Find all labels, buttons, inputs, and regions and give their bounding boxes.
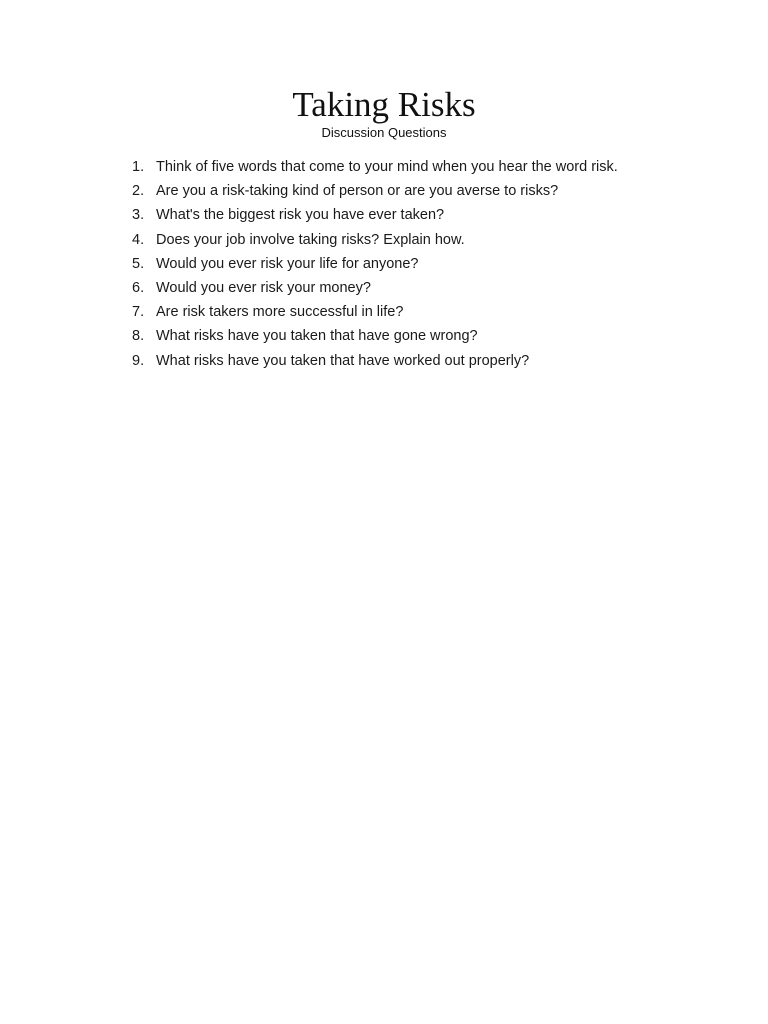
question-text: Are you a risk-taking kind of person or are you averse to risks? xyxy=(156,183,559,200)
question-item xyxy=(128,179,728,203)
question-number: 8. xyxy=(132,328,145,345)
question-number: 7. xyxy=(132,304,145,321)
question-text: What's the biggest risk you have ever taken? xyxy=(156,207,445,224)
question-item xyxy=(128,300,728,324)
question-item xyxy=(128,228,728,252)
question-item xyxy=(128,324,728,348)
question-item xyxy=(128,203,728,227)
question-text: Think of five words that come to your mind when you hear the word risk. xyxy=(156,159,618,175)
question-item xyxy=(128,252,728,276)
question-text: Would you ever risk your money? xyxy=(156,279,371,296)
question-text: What risks have you taken that have worked out properly? xyxy=(156,352,530,369)
question-number: 9. xyxy=(132,352,145,369)
question-text: What risks have you taken that have gone wrong? xyxy=(156,328,478,345)
question-item xyxy=(128,155,728,179)
page-title: Taking Risks xyxy=(292,85,476,124)
question-item xyxy=(128,349,728,373)
question-number: 6. xyxy=(132,279,145,296)
question-text: Are risk takers more successful in life? xyxy=(156,304,404,321)
question-number: 2. xyxy=(132,183,145,200)
question-number: 5. xyxy=(132,255,145,272)
question-text: Would you ever risk your life for anyone? xyxy=(156,255,419,272)
question-text: Does your job involve taking risks? Explain how. xyxy=(156,231,465,248)
question-list xyxy=(128,155,728,373)
question-number: 1. xyxy=(132,159,145,175)
page-subtitle: Discussion Questions xyxy=(321,125,447,140)
question-number: 3. xyxy=(132,207,145,224)
question-item xyxy=(128,276,728,300)
question-number: 4. xyxy=(132,231,145,248)
